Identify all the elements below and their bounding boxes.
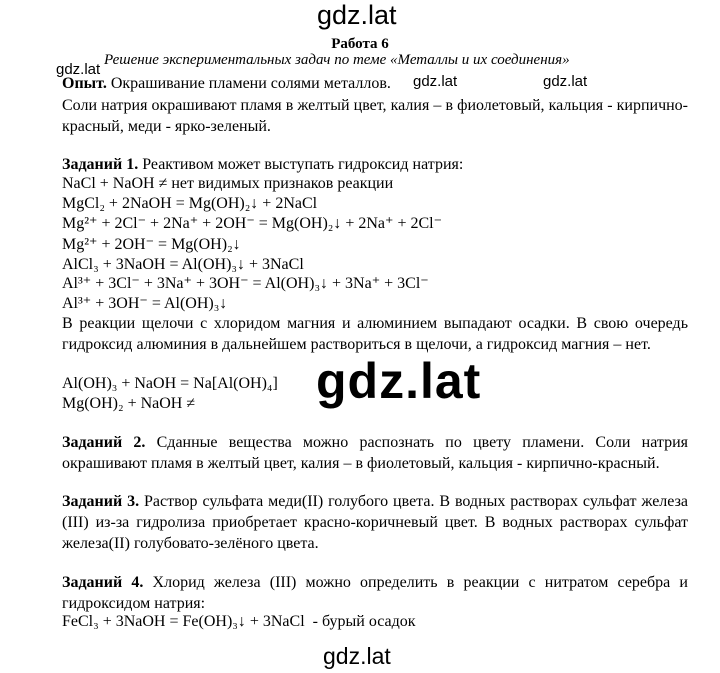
- equation-4: Mg²⁺ + 2OH⁻ = Mg(OH)₂↓: [62, 236, 241, 253]
- equation-3: Mg²⁺ + 2Cl⁻ + 2Na⁺ + 2OH⁻ = Mg(OH)₂↓ + 2Na⁺ + 2Cl⁻: [62, 215, 443, 232]
- equation-8: Al(OH)₃ + NaOH = Na[Al(OH)₄]: [62, 375, 278, 392]
- task1-intro-text: Реактивом может выступать гидроксид натрия:: [138, 156, 464, 173]
- watermark-center: gdz.lat: [316, 353, 482, 409]
- task1-intro: [62, 154, 688, 175]
- experiment-paragraph: [62, 73, 688, 94]
- task4-equation-line: [62, 612, 416, 632]
- experiment-text: Окрашивание пламени солями металлов.: [106, 75, 391, 92]
- experiment-label: Опыт.: [62, 75, 107, 92]
- task2-text: Сданные вещества можно распознать по цвету пламени. Соли натрия окрашивают пламя в желтый цвет, калия – в фиолетовый, кальция - кирпично-красный.: [62, 434, 688, 472]
- precipitate-note: - бурый осадок: [312, 613, 416, 630]
- flame-colors-paragraph: Соли натрия окрашивают пламя в желтый цвет, калия – в фиолетовый, кальция - кирпично-красный, меди - ярко-зеленый.: [62, 97, 688, 135]
- task3-label: Заданий 3.: [62, 493, 140, 510]
- page-title: Работа 6: [331, 36, 389, 52]
- page-subtitle: Решение экспериментальных задач по теме «Металлы и их соединения»: [104, 52, 570, 68]
- task4-text: Хлорид железа (III) можно определить в реакции с нитратом серебра и гидроксидом натрия:: [62, 574, 688, 612]
- task3-paragraph: [62, 491, 688, 554]
- watermark-left: gdz.lat: [56, 61, 101, 78]
- task4-label: Заданий 4.: [62, 574, 144, 591]
- equation-7: Al³⁺ + 3OH⁻ = Al(OH)₃↓: [62, 295, 228, 312]
- watermark-mid-1: gdz.lat: [413, 73, 458, 90]
- task3-text: Раствор сульфата меди(II) голубого цвета. В водных растворах сульфат железа (III) из-за гидролиза приобретает красно-коричневый цвет. В водных растворах сульфат железа(II) голубовато-зелёного цвета.: [62, 493, 689, 552]
- equation-1: NaCl + NaOH ≠ нет видимых признаков реакции: [62, 175, 394, 192]
- watermark-mid-2: gdz.lat: [543, 73, 588, 90]
- equation-2: MgCl₂ + 2NaOH = Mg(OH)₂↓ + 2NaCl: [62, 195, 318, 212]
- task1-conclusion: В реакции щелочи с хлоридом магния и алюминием выпадают осадки. В свою очередь гидроксид алюминия в дальнейшем раствориться в щелочи, а гидроксид магния – нет.: [62, 315, 688, 353]
- equation-fecl3: FeCl₃ + 3NaOH = Fe(OH)₃↓ + 3NaCl: [62, 613, 305, 630]
- equation-5: AlCl₃ + 3NaOH = Al(OH)₃↓ + 3NaCl: [62, 256, 304, 273]
- watermark-top: gdz.lat: [317, 0, 397, 30]
- watermark-bottom: gdz.lat: [323, 643, 391, 669]
- task4-paragraph: [62, 572, 688, 614]
- equation-6: Al³⁺ + 3Cl⁻ + 3Na⁺ + 3OH⁻ = Al(OH)₃↓ + 3Na⁺ + 3Cl⁻: [62, 275, 429, 292]
- task2-label: Заданий 2.: [62, 434, 146, 451]
- task2-paragraph: [62, 432, 688, 474]
- equation-9: Mg(OH)₂ + NaOH ≠: [62, 395, 196, 412]
- task1-label: Заданий 1.: [62, 156, 139, 173]
